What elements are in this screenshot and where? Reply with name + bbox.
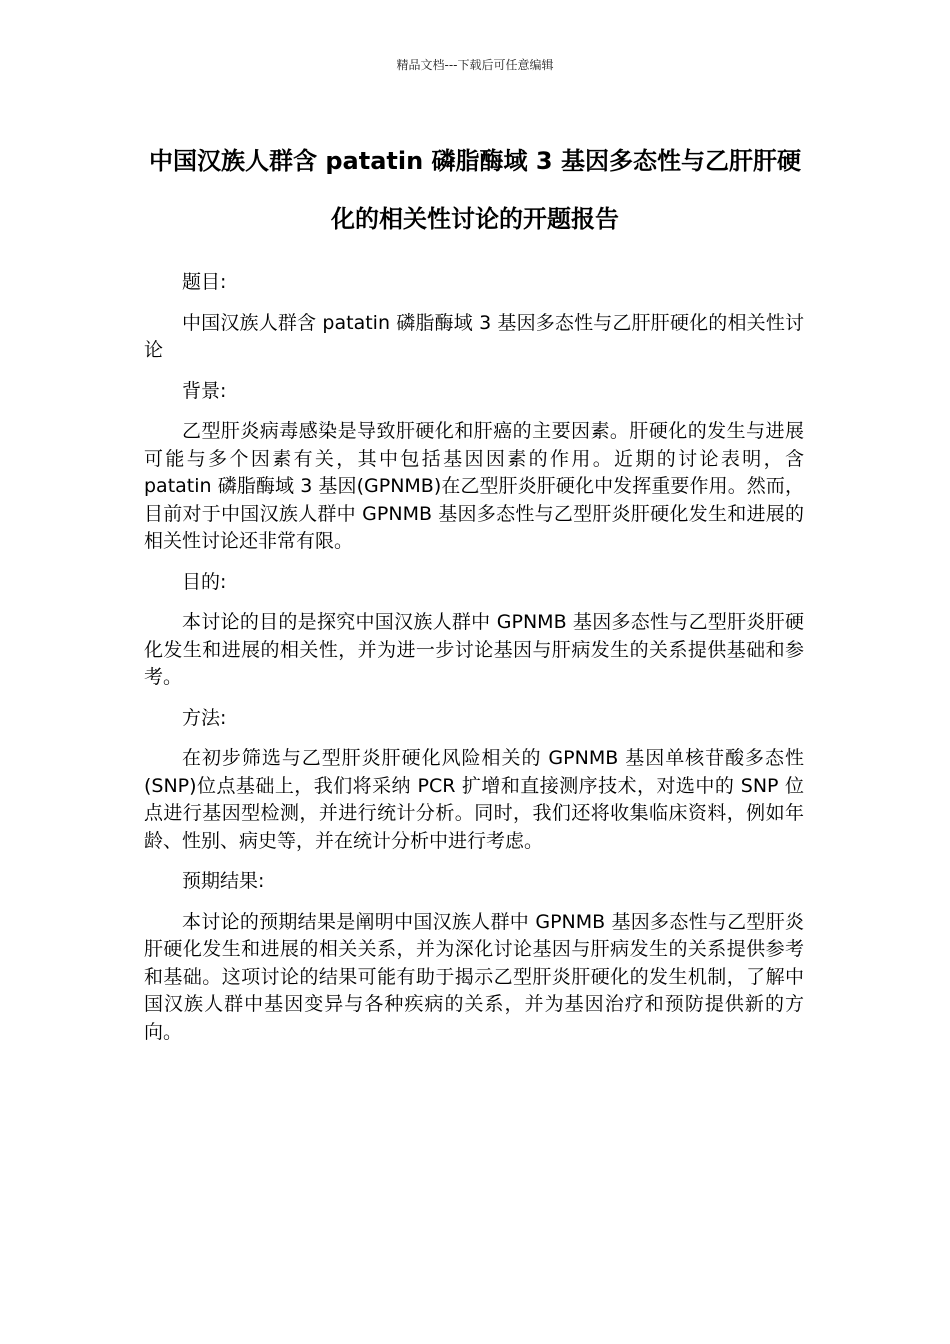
- section-heading-method: 方法:: [182, 706, 227, 729]
- header-note: 精品文档---下载后可任意编辑: [396, 58, 554, 72]
- section-heading-background: 背景:: [182, 379, 227, 402]
- document-title: 中国汉族人群含 patatin 磷脂酶域 3 基因多态性与乙肝肝硬化的相关性讨论的开题报告: [149, 147, 801, 233]
- section-heading-purpose: 目的:: [182, 570, 227, 593]
- document-body: [144, 269, 804, 1059]
- section-text-purpose: 本讨论的目的是探究中国汉族人群中 GPNMB 基因多态性与乙型肝炎肝硬化发生和进展的相关性，并为进一步讨论基因与肝病发生的关系提供基础和参考。: [144, 611, 804, 688]
- section-heading-topic: 题目:: [182, 271, 227, 293]
- section-text-method: 在初步筛选与乙型肝炎肝硬化风险相关的 GPNMB 基因单核苷酸多态性(SNP)位点基础上，我们将采纳 PCR 扩增和直接测序技术，对选中的 SNP 位点进行基因型检测，并进行统计分析。同时，我们还将收集临床资料，例如年龄、性别、病史等，并在统计分析中进行考虑。: [144, 747, 804, 852]
- section-text-background: 乙型肝炎病毒感染是导致肝硬化和肝癌的主要因素。肝硬化的发生与进展可能与多个因素有关，其中包括基因因素的作用。近期的讨论表明，含 patatin 磷脂酶域 3 基因(GPNMB)在乙型肝炎肝硬化中发挥重要作用。然而，目前对于中国汉族人群中 GPNMB 基因多态性与乙型肝炎肝硬化发生和进展的相关性讨论还非常有限。: [144, 420, 804, 552]
- section-heading-expected-results: 预期结果:: [182, 870, 265, 892]
- section-text-topic: 中国汉族人群含 patatin 磷脂酶域 3 基因多态性与乙肝肝硬化的相关性讨论: [144, 311, 804, 361]
- section-text-expected-results: 本讨论的预期结果是阐明中国汉族人群中 GPNMB 基因多态性与乙型肝炎肝硬化发生和进展的相关关系，并为深化讨论基因与肝病发生的关系提供参考和基础。这项讨论的结果可能有助于揭示乙型肝炎肝硬化的发生机制，了解中国汉族人群中基因变异与各种疾病的关系，并为基因治疗和预防提供新的方向。: [144, 910, 804, 1043]
